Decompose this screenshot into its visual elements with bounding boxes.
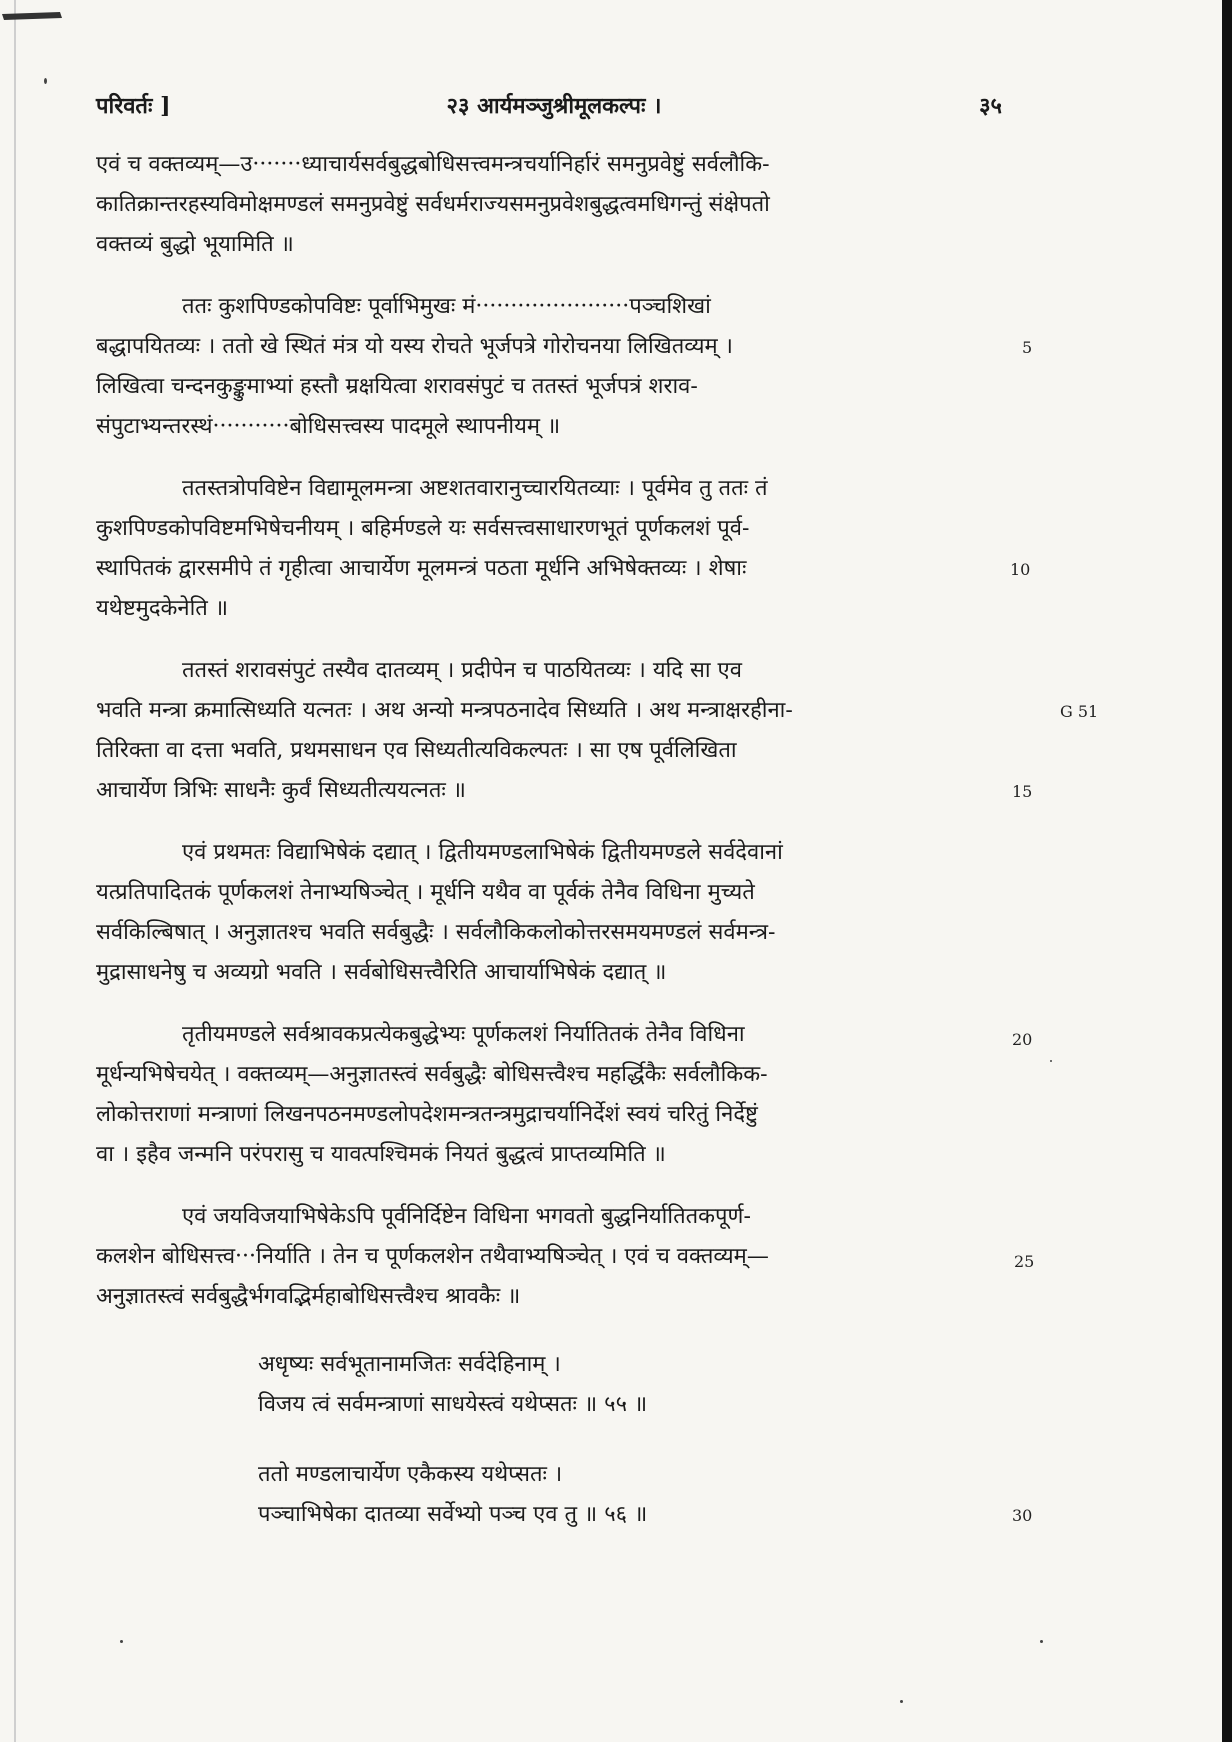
line-number-25: 25 xyxy=(1014,1252,1035,1271)
text-line: यत्प्रतिपादितकं पूर्णकलशं तेनाभ्यषिञ्चेत् । मूर्धनि यथैव वा पूर्वकं तेनैव विधिना मुच्यते xyxy=(96,880,755,905)
line-number-15: 15 xyxy=(1012,782,1033,801)
text-line: संपुटाभ्यन्तरस्थं···········बोधिसत्त्वस्य पादमूले स्थापनीयम् ॥ xyxy=(96,414,561,439)
scan-speck xyxy=(1040,1640,1043,1643)
scan-speck xyxy=(120,1640,123,1643)
text-line: एवं जयविजयाभिषेकेऽपि पूर्वनिर्दिष्टेन विधिना भगवतो बुद्धनिर्यातितकपूर्ण- xyxy=(182,1204,751,1229)
text-line: ततः कुशपिण्डकोपविष्टः पूर्वाभिमुखः मं······················पञ्चशिखां xyxy=(182,294,711,319)
verse-line: विजय त्वं सर्वमन्त्राणां साधयेस्त्वं यथेप्सतः ॥ ५५ ॥ xyxy=(258,1392,648,1417)
text-line: लिखित्वा चन्दनकुङ्कुमाभ्यां हस्तौ म्रक्षयित्वा शरावसंपुटं च ततस्तं भूर्जपत्रं शराव- xyxy=(96,374,698,399)
verse-line: पञ्चाभिषेका दातव्या सर्वेभ्यो पञ्च एव तु ॥ ५६ ॥ xyxy=(258,1502,648,1527)
text-line: सर्वकिल्बिषात् । अनुज्ञातश्च भवति सर्वबुद्धैः । सर्वलौकिकलोकोत्तरसमयमण्डलं सर्वमन्त्र- xyxy=(96,920,776,945)
text-line: एवं च वक्तव्यम्—उ·······ध्याचार्यसर्वबुद्धबोधिसत्त्वमन्त्रचर्यानिर्हारं समनुप्रवेष्टुं सर्वलौकि- xyxy=(96,152,770,177)
page-number: ३५ xyxy=(979,93,1002,119)
line-number-20: 20 xyxy=(1012,1030,1033,1049)
text-line: यथेष्टमुदकेनेति ॥ xyxy=(96,596,229,621)
text-line: कुशपिण्डकोपविष्टमभिषेचनीयम् । बहिर्मण्डले यः सर्वसत्त्वसाधारणभूतं पूर्णकलशं पूर्व- xyxy=(96,516,750,541)
line-number-10: 10 xyxy=(1010,560,1031,579)
text-line: अनुज्ञातस्त्वं सर्वबुद्धैर्भगवद्भिर्महाबोधिसत्त्वैश्च श्रावकैः ॥ xyxy=(96,1284,521,1309)
page-edge-right xyxy=(1222,0,1232,1742)
line-number-5: 5 xyxy=(1022,338,1033,357)
text-line: ततस्तं शरावसंपुटं तस्यैव दातव्यम् । प्रदीपेन च पाठयितव्यः । यदि सा एव xyxy=(182,658,742,683)
text-line: ततस्तत्रोपविष्टेन विद्यामूलमन्त्रा अष्टशतवारानुच्चारयितव्याः । पूर्वमेव तु ततः तं xyxy=(182,476,768,501)
scan-speck xyxy=(1050,1060,1052,1062)
text-line: मूर्धन्यभिषेचयेत् । वक्तव्यम्—अनुज्ञातस्त्वं सर्वबुद्धैः बोधिसत्त्वैश्च महर्द्धिकैः सर्वलौकिक- xyxy=(96,1062,768,1087)
text-line: तिरिक्ता वा दत्ता भवति, प्रथमसाधन एव सिध्यतीत्यविकल्पतः । सा एष पूर्वलिखिता xyxy=(96,738,737,763)
section-label: परिवर्तः ] xyxy=(96,93,171,119)
page-header xyxy=(96,90,1012,130)
page-edge-left xyxy=(14,0,16,1742)
scan-corner-mark xyxy=(0,8,70,24)
text-line: कलशेन बोधिसत्त्व···निर्याति । तेन च पूर्णकलशेन तथैवाभ्यषिञ्चेत् । एवं च वक्तव्यम्— xyxy=(96,1244,769,1269)
verse-line: ततो मण्डलाचार्येण एकैकस्य यथेप्सतः । xyxy=(258,1462,563,1487)
text-line: लोकोत्तराणां मन्त्राणां लिखनपठनमण्डलोपदेशमन्त्रतन्त्रमुद्राचर्यानिर्देशं स्वयं चरितुं निर्देष्टुं xyxy=(96,1102,758,1127)
text-line: तृतीयमण्डले सर्वश्रावकप्रत्येकबुद्धेभ्यः पूर्णकलशं निर्यातितकं तेनैव विधिना xyxy=(182,1022,745,1047)
text-line: मुद्रासाधनेषु च अव्यग्रो भवति । सर्वबोधिसत्त्वैरिति आचार्याभिषेकं दद्यात् ॥ xyxy=(96,960,667,985)
text-line: स्थापितकं द्वारसमीपे तं गृहीत्वा आचार्येण मूलमन्त्रं पठता मूर्धनि अभिषेक्तव्यः । शेषाः xyxy=(96,556,747,581)
text-line: वक्तव्यं बुद्धो भूयामिति ॥ xyxy=(96,232,294,257)
running-title: २३ आर्यमञ्जुश्रीमूलकल्पः । xyxy=(446,93,662,119)
verse-line: अधृष्यः सर्वभूतानामजितः सर्वदेहिनाम् । xyxy=(258,1352,561,1377)
scan-speck xyxy=(44,78,47,84)
scan-speck xyxy=(900,1700,903,1703)
gilgit-folio-ref: G 51 xyxy=(1060,702,1099,721)
line-number-30: 30 xyxy=(1012,1506,1033,1525)
text-line: बद्धापयितव्यः । ततो खे स्थितं मंत्र यो यस्य रोचते भूर्जपत्रे गोरोचनया लिखितव्यम् । xyxy=(96,334,734,359)
text-line: वा । इहैव जन्मनि परंपरासु च यावत्पश्चिमकं नियतं बुद्धत्वं प्राप्तव्यमिति ॥ xyxy=(96,1142,666,1167)
text-line: कातिक्रान्तरहस्यविमोक्षमण्डलं समनुप्रवेष्टुं सर्वधर्मराज्यसमनुप्रवेशबुद्धत्वमधिगन्तुं संक्षेपतो xyxy=(96,192,770,217)
text-line: भवति मन्त्रा क्रमात्सिध्यति यत्नतः । अथ अन्यो मन्त्रपठनादेव सिध्यति । अथ मन्त्राक्षरहीना- xyxy=(96,698,793,723)
text-line: एवं प्रथमतः विद्याभिषेकं दद्यात् । द्वितीयमण्डलाभिषेकं द्वितीयमण्डले सर्वदेवानां xyxy=(182,840,783,865)
text-line: आचार्येण त्रिभिः साधनैः कुर्वं सिध्यतीत्ययत्नतः ॥ xyxy=(96,778,466,803)
